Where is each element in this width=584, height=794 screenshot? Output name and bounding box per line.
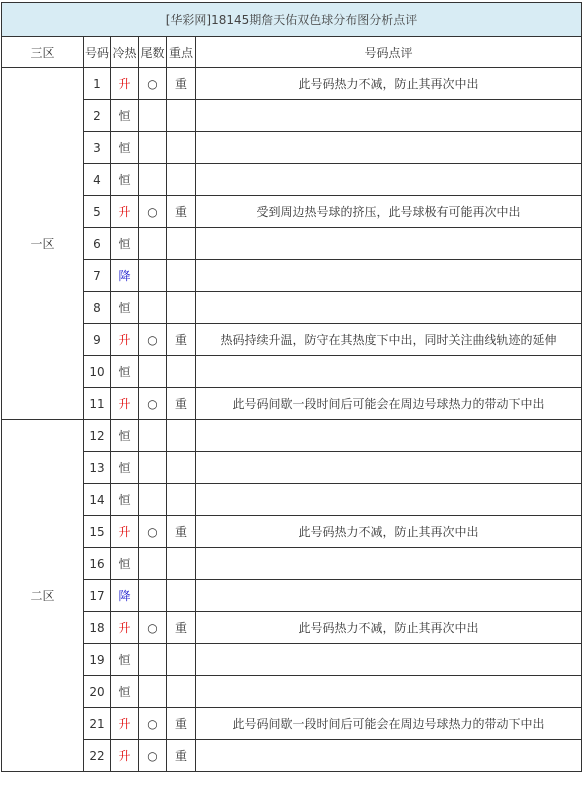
tail-cell [139, 260, 167, 292]
tail-cell: ○ [139, 388, 167, 420]
analysis-table [1, 2, 582, 772]
comment-cell: 此号码间歇一段时间后可能会在周边号球热力的带动下中出 [196, 708, 582, 740]
key-cell: 重 [167, 388, 196, 420]
comment-cell [196, 420, 582, 452]
key-cell [167, 356, 196, 388]
trend-cell: 恒 [111, 676, 139, 708]
tail-cell: ○ [139, 740, 167, 772]
key-cell: 重 [167, 196, 196, 228]
trend-cell: 恒 [111, 228, 139, 260]
trend-cell: 恒 [111, 164, 139, 196]
comment-cell [196, 228, 582, 260]
comment-cell: 热码持续升温，防守在其热度下中出，同时关注曲线轨迹的延伸 [196, 324, 582, 356]
number-cell: 2 [84, 100, 111, 132]
number-cell: 12 [84, 420, 111, 452]
key-cell [167, 484, 196, 516]
tail-cell [139, 132, 167, 164]
tail-cell: ○ [139, 324, 167, 356]
trend-cell: 恒 [111, 100, 139, 132]
trend-cell: 恒 [111, 484, 139, 516]
tail-cell [139, 484, 167, 516]
key-cell: 重 [167, 612, 196, 644]
table-row [2, 612, 582, 644]
comment-cell [196, 484, 582, 516]
trend-cell: 恒 [111, 132, 139, 164]
table-row [2, 548, 582, 580]
trend-cell: 恒 [111, 452, 139, 484]
comment-cell [196, 676, 582, 708]
table-row [2, 356, 582, 388]
comment-cell [196, 164, 582, 196]
comment-cell [196, 356, 582, 388]
number-cell: 21 [84, 708, 111, 740]
number-cell: 1 [84, 68, 111, 100]
comment-cell [196, 292, 582, 324]
trend-cell: 升 [111, 68, 139, 100]
comment-cell [196, 740, 582, 772]
tail-cell [139, 452, 167, 484]
key-cell [167, 580, 196, 612]
tail-cell [139, 580, 167, 612]
header-comment: 号码点评 [196, 37, 582, 68]
number-cell: 13 [84, 452, 111, 484]
comment-cell [196, 100, 582, 132]
comment-cell [196, 260, 582, 292]
comment-cell [196, 452, 582, 484]
trend-cell: 降 [111, 260, 139, 292]
comment-cell: 此号码热力不减，防止其再次中出 [196, 68, 582, 100]
trend-cell: 恒 [111, 292, 139, 324]
key-cell: 重 [167, 740, 196, 772]
tail-cell: ○ [139, 516, 167, 548]
trend-cell: 恒 [111, 420, 139, 452]
key-cell [167, 676, 196, 708]
key-cell [167, 100, 196, 132]
trend-cell: 升 [111, 324, 139, 356]
zone-label: 二区 [2, 420, 84, 772]
table-row [2, 132, 582, 164]
trend-cell: 升 [111, 196, 139, 228]
trend-cell: 升 [111, 388, 139, 420]
key-cell [167, 644, 196, 676]
table-row [2, 164, 582, 196]
key-cell [167, 292, 196, 324]
tail-cell [139, 644, 167, 676]
key-cell [167, 132, 196, 164]
key-cell: 重 [167, 68, 196, 100]
comment-cell: 此号码热力不减，防止其再次中出 [196, 516, 582, 548]
title-row [2, 3, 582, 37]
number-cell: 4 [84, 164, 111, 196]
trend-cell: 升 [111, 612, 139, 644]
tail-cell: ○ [139, 612, 167, 644]
comment-cell: 此号码间歇一段时间后可能会在周边号球热力的带动下中出 [196, 388, 582, 420]
tail-cell [139, 164, 167, 196]
table-row [2, 292, 582, 324]
table-title: [华彩网]18145期詹天佑双色球分布图分析点评 [2, 3, 582, 37]
tail-cell [139, 292, 167, 324]
tail-cell: ○ [139, 196, 167, 228]
comment-cell [196, 132, 582, 164]
number-cell: 7 [84, 260, 111, 292]
number-cell: 17 [84, 580, 111, 612]
table-row [2, 644, 582, 676]
table-row [2, 68, 582, 100]
tail-cell: ○ [139, 708, 167, 740]
tail-cell [139, 676, 167, 708]
comment-cell [196, 580, 582, 612]
key-cell [167, 260, 196, 292]
trend-cell: 恒 [111, 548, 139, 580]
number-cell: 3 [84, 132, 111, 164]
header-zone: 三区 [2, 37, 84, 68]
number-cell: 5 [84, 196, 111, 228]
number-cell: 8 [84, 292, 111, 324]
number-cell: 6 [84, 228, 111, 260]
table-row [2, 100, 582, 132]
trend-cell: 升 [111, 740, 139, 772]
trend-cell: 升 [111, 516, 139, 548]
trend-cell: 恒 [111, 356, 139, 388]
table-row [2, 452, 582, 484]
number-cell: 14 [84, 484, 111, 516]
table-row [2, 708, 582, 740]
tail-cell [139, 100, 167, 132]
zone-label: 一区 [2, 68, 84, 420]
table-row [2, 196, 582, 228]
table-row [2, 676, 582, 708]
trend-cell: 升 [111, 708, 139, 740]
number-cell: 11 [84, 388, 111, 420]
key-cell [167, 164, 196, 196]
trend-cell: 降 [111, 580, 139, 612]
key-cell: 重 [167, 708, 196, 740]
number-cell: 22 [84, 740, 111, 772]
number-cell: 16 [84, 548, 111, 580]
tail-cell [139, 356, 167, 388]
table-row [2, 580, 582, 612]
table-row [2, 388, 582, 420]
comment-cell: 受到周边热号球的挤压，此号球极有可能再次中出 [196, 196, 582, 228]
header-number: 号码 [84, 37, 111, 68]
key-cell: 重 [167, 516, 196, 548]
number-cell: 18 [84, 612, 111, 644]
table-row [2, 260, 582, 292]
tail-cell: ○ [139, 68, 167, 100]
comment-cell [196, 644, 582, 676]
number-cell: 10 [84, 356, 111, 388]
table-row [2, 324, 582, 356]
key-cell [167, 228, 196, 260]
number-cell: 19 [84, 644, 111, 676]
table-body [2, 3, 582, 772]
table-row [2, 740, 582, 772]
key-cell: 重 [167, 324, 196, 356]
number-cell: 20 [84, 676, 111, 708]
table-row [2, 516, 582, 548]
table-row [2, 420, 582, 452]
tail-cell [139, 228, 167, 260]
number-cell: 15 [84, 516, 111, 548]
key-cell [167, 420, 196, 452]
header-key: 重点 [167, 37, 196, 68]
header-row [2, 37, 582, 68]
tail-cell [139, 420, 167, 452]
header-trend: 冷热 [111, 37, 139, 68]
tail-cell [139, 548, 167, 580]
key-cell [167, 452, 196, 484]
comment-cell [196, 548, 582, 580]
table-row [2, 484, 582, 516]
number-cell: 9 [84, 324, 111, 356]
trend-cell: 恒 [111, 644, 139, 676]
table-row [2, 228, 582, 260]
header-tail: 尾数 [139, 37, 167, 68]
comment-cell: 此号码热力不减，防止其再次中出 [196, 612, 582, 644]
key-cell [167, 548, 196, 580]
